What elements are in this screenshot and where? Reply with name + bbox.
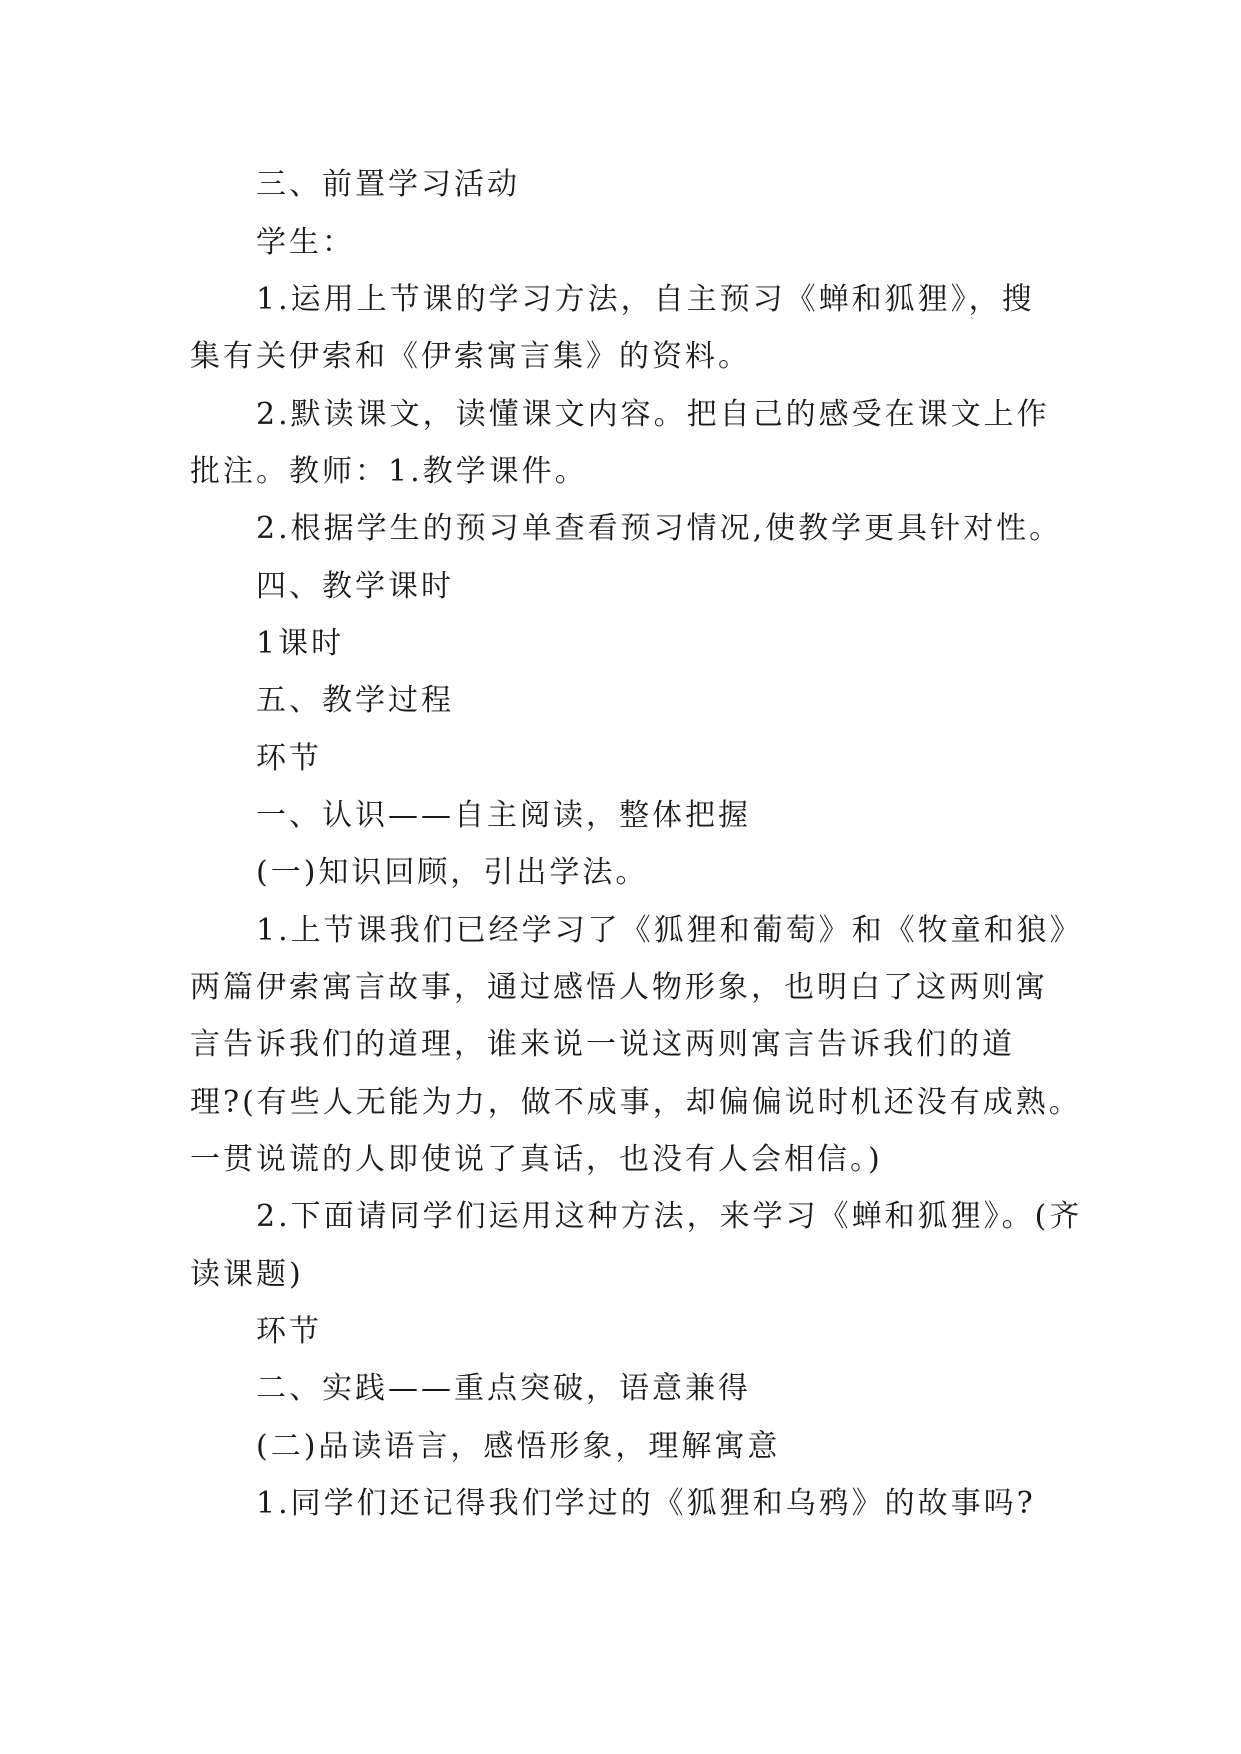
paragraph-line: 1.运用上节课的学习方法，自主预习《蝉和狐狸》，搜: [256, 282, 1035, 317]
paragraph-line: 学生：: [256, 225, 355, 260]
paragraph-line: 批注。教师：1.教学课件。: [190, 454, 588, 489]
paragraph-line: 一、认识——自主阅读，整体把握: [256, 798, 751, 833]
paragraph-line: 1.同学们还记得我们学过的《狐狸和乌鸦》的故事吗?: [256, 1486, 1036, 1521]
paragraph-line: 2.根据学生的预习单查看预习情况,使教学更具针对性。: [256, 511, 1063, 546]
paragraph-line: 理?(有些人无能为力，做不成事，却偏偏说时机还没有成熟。: [190, 1085, 1082, 1120]
paragraph-line: 1.上节课我们已经学习了《狐狸和葡萄》和《牧童和狼》: [256, 913, 1083, 948]
paragraph-line: 读课题): [190, 1257, 304, 1292]
paragraph-line: (二)品读语言，感悟形象，理解寓意: [256, 1429, 781, 1464]
paragraph-line: 言告诉我们的道理，谁来说一说这两则寓言告诉我们的道: [190, 1027, 1015, 1062]
section-heading-5: 五、教学过程: [256, 683, 454, 718]
paragraph-line: 1课时: [256, 626, 345, 661]
paragraph-line: 2.默读课文，读懂课文内容。把自己的感受在课文上作: [256, 397, 1050, 432]
paragraph-line: 集有关伊索和《伊索寓言集》的资料。: [190, 339, 751, 374]
paragraph-line: 两篇伊索寓言故事，通过感悟人物形象，也明白了这两则寓: [190, 970, 1048, 1005]
section-heading-4: 四、教学课时: [256, 569, 454, 604]
paragraph-line: 一贯说谎的人即使说了真话，也没有人会相信。): [190, 1142, 883, 1177]
paragraph-line: (一)知识回顾，引出学法。: [256, 855, 649, 890]
paragraph-line: 环节: [256, 741, 322, 776]
paragraph-line: 二、实践——重点突破，语意兼得: [256, 1371, 751, 1406]
paragraph-line: 环节: [256, 1314, 322, 1349]
section-heading-3: 三、前置学习活动: [256, 167, 520, 202]
paragraph-line: 2.下面请同学们运用这种方法，来学习《蝉和狐狸》。(齐: [256, 1199, 1083, 1234]
